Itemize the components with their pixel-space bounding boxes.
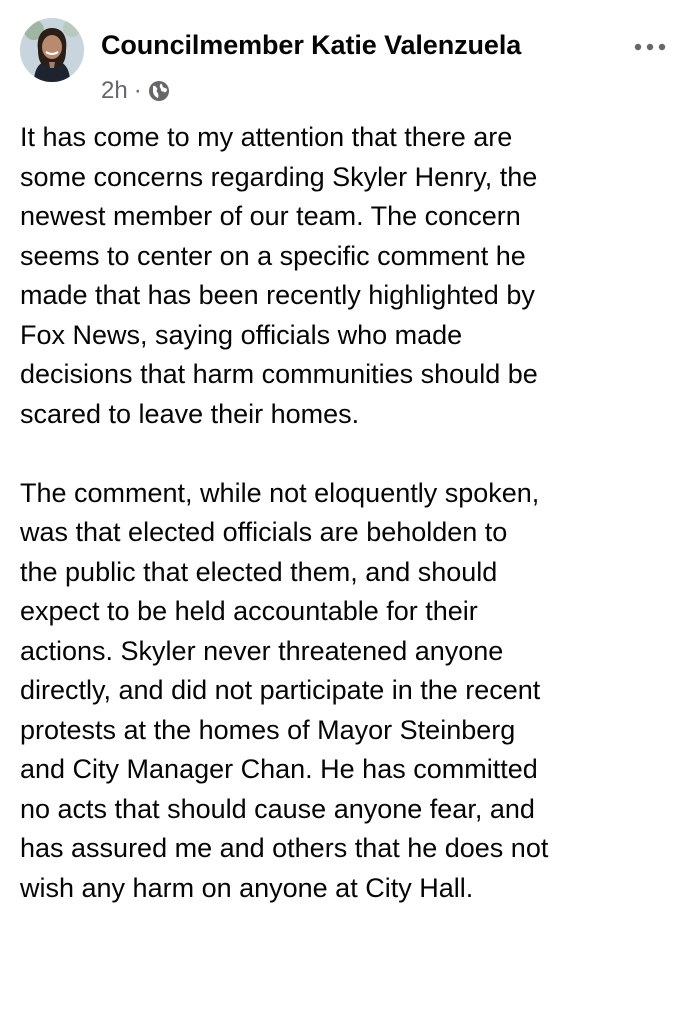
post-paragraph: The comment, while not eloquently spoken, was that elected officials are beholden to the public that elected them, and should expect to be held accountable for their actions. Skyler never threatened anyone directly, and did not participate in the recent protests at the homes of Mayor Steinberg and City Manager Chan. He has committed no acts that should cause anyone fear, and has assured me and others that he does not wish any harm on anyone at City Hall.	[20, 477, 549, 903]
avatar-photo	[20, 18, 84, 82]
author-avatar[interactable]	[20, 18, 84, 82]
post-meta	[101, 76, 170, 106]
post-body	[20, 118, 670, 908]
meta-separator: ·	[133, 77, 142, 104]
globe-icon	[148, 80, 170, 102]
author-name[interactable]: Councilmember Katie Valenzuela	[101, 30, 522, 60]
more-options-icon[interactable]	[632, 40, 668, 52]
post-timestamp[interactable]: 2h	[101, 77, 128, 104]
post-paragraph: It has come to my attention that there are some concerns regarding Skyler Henry, the newest member of our team. The concern seems to center on a specific comment he made that has been recently highlighted by Fox News, saying officials who made decisions that harm communities should be scared to leave their homes.	[20, 122, 538, 429]
post-header	[20, 18, 670, 108]
